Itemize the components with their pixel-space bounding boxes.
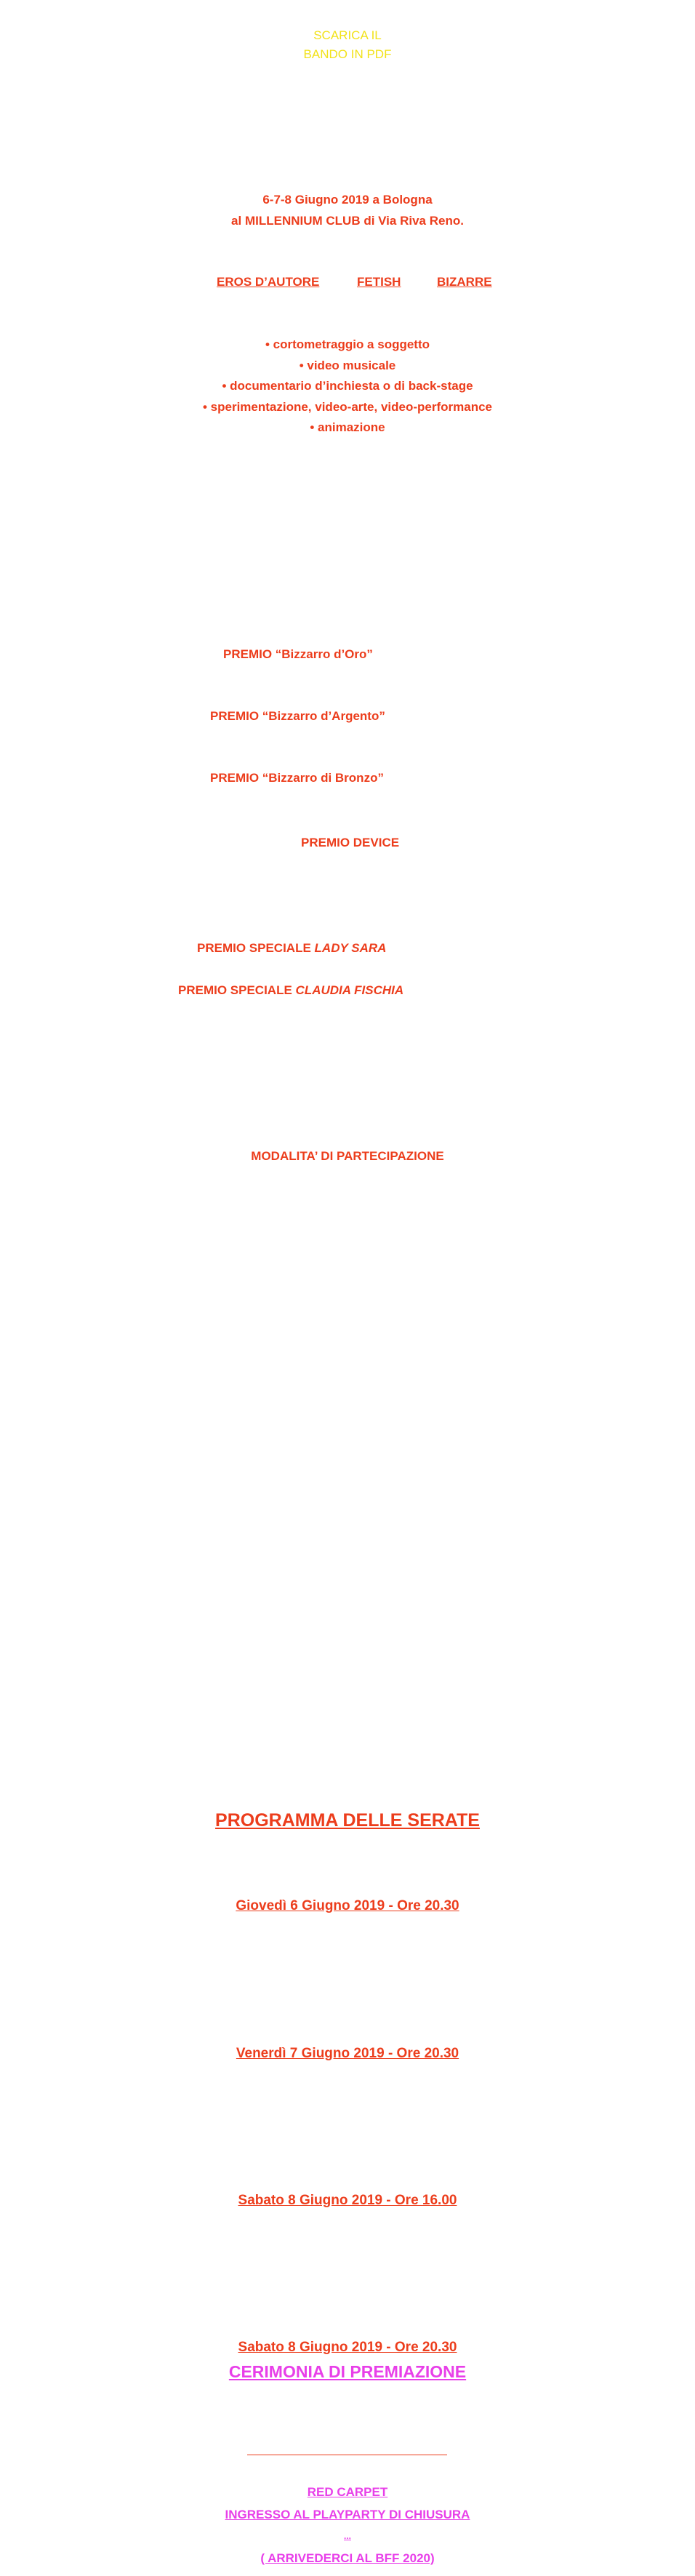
- format-item: • cortometraggio a soggetto: [265, 337, 430, 351]
- format-item: • sperimentazione, video-arte, video-performance: [202, 399, 492, 414]
- prize-special-prefix: PREMIO SPECIALE: [178, 983, 292, 997]
- program-title: PROGRAMMA DELLE SERATE: [215, 1810, 480, 1831]
- program-day-saturday-afternoon: Sabato 8 Giugno 2019 - Ore 16.00: [238, 2193, 457, 2208]
- prize-device: PREMIO DEVICE: [301, 836, 400, 849]
- category-bizarre-link[interactable]: BIZARRE: [437, 275, 492, 289]
- prize-silver: PREMIO “Bizzarro d’Argento”: [210, 709, 385, 723]
- prize-special-prefix: PREMIO SPECIALE: [197, 941, 311, 955]
- download-line-2: BANDO IN PDF: [303, 47, 392, 61]
- program-day-thursday: Giovedì 6 Giugno 2019 - Ore 20.30: [236, 1898, 459, 1913]
- red-carpet-link[interactable]: RED CARPET: [307, 2485, 388, 2499]
- event-dates: 6-7-8 Giugno 2019 a Bologna: [262, 193, 433, 207]
- prize-special-name: CLAUDIA FISCHIA: [295, 983, 404, 997]
- program-day-friday: Venerdì 7 Giugno 2019 - Ore 20.30: [236, 2046, 459, 2061]
- arrivederci-bff-2020-link[interactable]: ( ARRIVEDERCI AL BFF 2020): [260, 2551, 435, 2565]
- event-venue: al MILLENNIUM CLUB di Via Riva Reno.: [231, 214, 464, 228]
- participation-title: MODALITA’ DI PARTECIPAZIONE: [251, 1149, 444, 1163]
- download-bando-pdf-link[interactable]: [0, 26, 695, 64]
- event-info: [0, 189, 695, 231]
- download-line-1: SCARICA IL: [313, 28, 382, 42]
- format-item: • animazione: [310, 420, 385, 434]
- prize-gold: PREMIO “Bizzarro d’Oro”: [223, 647, 373, 661]
- program-day-saturday-evening: Sabato 8 Giugno 2019 - Ore 20.30: [238, 2340, 457, 2355]
- category-fetish-link[interactable]: FETISH: [357, 275, 401, 289]
- prize-special-name: LADY SARA: [314, 941, 387, 955]
- ellipsis-separator: ...: [343, 2531, 351, 2541]
- playparty-link[interactable]: INGRESSO AL PLAYPARTY DI CHIUSURA: [225, 2508, 470, 2521]
- formats-list: [0, 335, 695, 439]
- category-eros-dautore-link[interactable]: EROS D’AUTORE: [217, 275, 320, 289]
- ceremony-link[interactable]: CERIMONIA DI PREMIAZIONE: [228, 2362, 467, 2381]
- format-item: • documentario d’inchiesta o di back-stage: [222, 379, 473, 393]
- prize-special-lady-sara: [197, 940, 386, 957]
- prize-bronze: PREMIO “Bizzarro di Bronzo”: [210, 771, 384, 785]
- format-item: • video musicale: [299, 358, 396, 372]
- prize-special-claudia-fischia: [178, 982, 403, 999]
